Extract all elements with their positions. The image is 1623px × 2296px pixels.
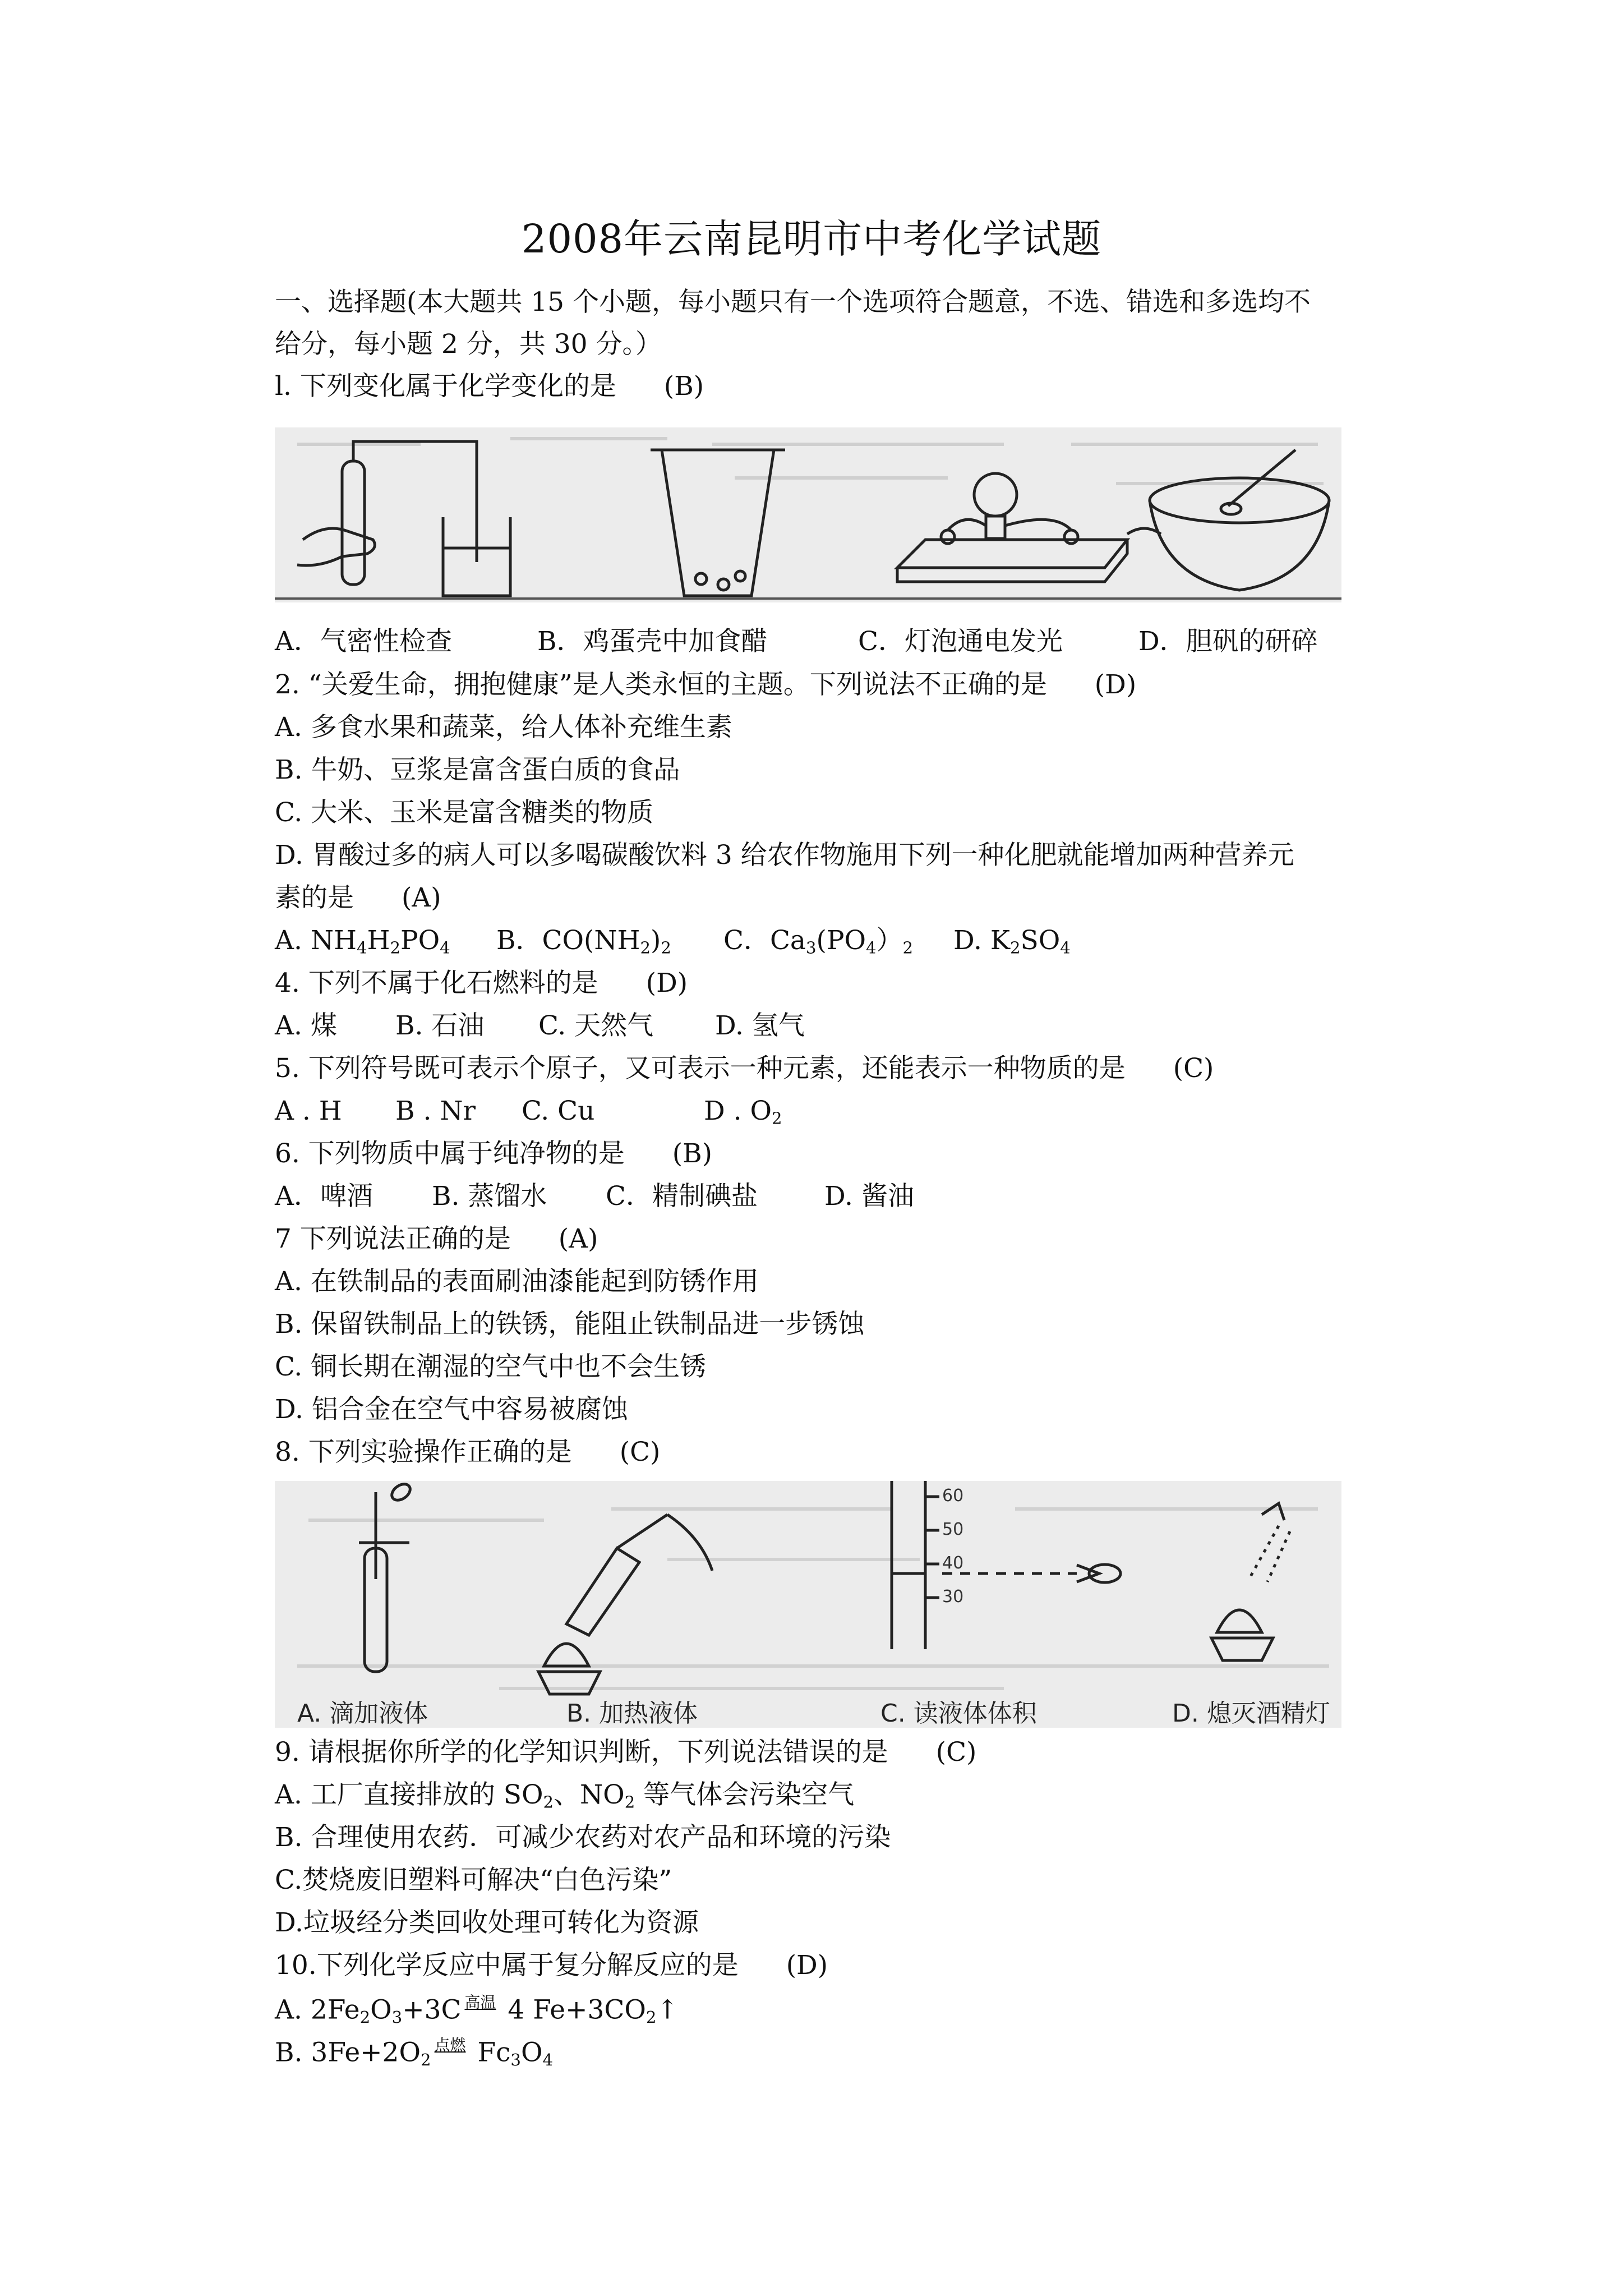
q3-stem: [275, 882, 441, 913]
q2-option-d: D. 胃酸过多的病人可以多喝碳酸饮料 3 给农作物施用下列一种化肥就能增加两种营养元: [275, 840, 1294, 871]
q8-figure-drawing: [275, 1481, 1341, 1728]
q7-option-c: C. 铜长期在潮湿的空气中也不会生锈: [275, 1351, 707, 1382]
q10-option-a: A. $2Fe_2O_3+3C$ 高温 4 $Fe+3CO_2↑$: [275, 1993, 679, 2027]
q1-answer: (B): [663, 371, 704, 402]
q6-option-d: D. 酱油: [824, 1181, 914, 1212]
q3-answer: (A): [401, 882, 441, 913]
q9-answer: (C): [935, 1737, 977, 1768]
q1-stem-text: l. 下列变化属于化学变化的是: [275, 371, 616, 402]
q5-option-b: B . Nr: [395, 1096, 476, 1126]
q4-option-d: D. 氢气: [715, 1010, 805, 1041]
q10-answer: (D): [786, 1950, 828, 1981]
q6-option-c: C．精制碘盐: [606, 1181, 758, 1212]
page-title: 2008年云南昆明市中考化学试题: [521, 216, 1102, 262]
q8-stem: [275, 1439, 660, 1465]
q8-caption-c: C. 读液体体积: [880, 1699, 1037, 1728]
q9-option-b: B. 合理使用农药．可减少农药对农产品和环境的污染: [275, 1822, 891, 1853]
q5-answer: (C): [1173, 1053, 1214, 1084]
section-instructions-line2: 给分，每小题 2 分，共 30 分。）: [275, 329, 662, 360]
q3-stem-text: 素的是: [275, 882, 354, 913]
q7-stem: [275, 1223, 598, 1254]
q2-answer: (D): [1094, 669, 1137, 700]
q5-option-d: D . $O_2$: [704, 1096, 782, 1128]
q3-option-c: C．$Ca_3(PO_4)_2$: [723, 925, 914, 958]
q7-option-b: B. 保留铁制品上的铁锈，能阻止铁制品进一步锈蚀: [275, 1309, 865, 1340]
q2-option-a: A. 多食水果和蔬菜，给人体补充维生素: [275, 712, 732, 743]
q9-option-d: D.垃圾经分类回收处理可转化为资源: [275, 1907, 699, 1938]
q8-stem-text: 8. 下列实验操作正确的是: [275, 1437, 572, 1467]
q8-scale-40: 40: [942, 1553, 964, 1573]
q2-option-b: B. 牛奶、豆浆是富含蛋白质的食品: [275, 754, 680, 785]
q6-stem: [275, 1140, 712, 1167]
q7-option-a: A. 在铁制品的表面刷油漆能起到防锈作用: [275, 1266, 759, 1297]
q10-b-condition: 点燃: [434, 2036, 466, 2054]
q8-caption-b: B. 加热液体: [566, 1699, 698, 1728]
q2-stem: [275, 671, 1136, 698]
q9-option-a: A. 工厂直接排放的 $SO_2$、$NO_2$ 等气体会污染空气: [275, 1779, 855, 1812]
q1-option-a: A．气密性检查: [275, 626, 452, 657]
q5-stem: [275, 1055, 1214, 1082]
q10-stem-text: 10.下列化学反应中属于复分解反应的是: [275, 1950, 739, 1981]
q8-figure: [275, 1481, 1341, 1728]
q4-option-c: C. 天然气: [538, 1010, 654, 1041]
q9-stem-text: 9. 请根据你所学的化学知识判断，下列说法错误的是: [275, 1737, 888, 1768]
q8-scale-30: 30: [942, 1587, 964, 1607]
q7-stem-text: 7 下列说法正确的是: [275, 1223, 511, 1254]
q4-option-b: B. 石油: [395, 1010, 485, 1041]
q6-option-a: A．啤酒: [275, 1181, 373, 1212]
q9-option-c: C.焚烧废旧塑料可解决“白色污染”: [275, 1865, 672, 1895]
q1-stem: [275, 371, 704, 402]
q10-stem: [275, 1950, 828, 1981]
q5-option-a: A . H: [275, 1096, 342, 1126]
q8-scale-50: 50: [942, 1520, 964, 1539]
q8-caption-a: A. 滴加液体: [297, 1699, 428, 1728]
q6-stem-text: 6. 下列物质中属于纯净物的是: [275, 1138, 625, 1169]
q8-caption-d: D. 熄灭酒精灯: [1172, 1699, 1330, 1728]
q4-option-a: A. 煤: [275, 1010, 337, 1041]
q1-figure-drawing: [275, 427, 1341, 602]
q1-figure: [275, 427, 1341, 602]
q5-stem-text: 5. 下列符号既可表示个原子，又可表示一种元素，还能表示一种物质的是: [275, 1053, 1126, 1084]
q10-option-b: B. $3Fe+2O_2$点燃 $Fc_3O_4$: [275, 2036, 554, 2069]
q8-answer: (C): [619, 1437, 661, 1467]
q3-option-a: A. $NH_4H_2PO_4$: [275, 925, 450, 958]
q5-option-c: C. Cu: [522, 1096, 595, 1126]
section-instructions-line1: 一、选择题(本大题共 15 个小题，每小题只有一个选项符合题意，不选、错选和多选均不: [275, 287, 1311, 318]
q2-stem-text: 2. “关爱生命，拥抱健康”是人类永恒的主题。下列说法不正确的是: [275, 669, 1047, 700]
q3-option-d: D. $K_2SO_4$: [953, 925, 1071, 958]
q8-scale-60: 60: [942, 1486, 964, 1506]
q6-answer: (B): [672, 1138, 712, 1169]
q7-option-d: D. 铝合金在空气中容易被腐蚀: [275, 1394, 628, 1425]
q9-stem: [275, 1737, 977, 1768]
q1-option-b: B．鸡蛋壳中加食醋: [537, 626, 768, 657]
q3-option-b: B．$CO(NH_2)_2$: [496, 925, 671, 958]
q4-stem-text: 4. 下列不属于化石燃料的是: [275, 968, 598, 999]
q1-option-c: C．灯泡通电发光: [858, 626, 1063, 657]
q6-option-b: B. 蒸馏水: [432, 1181, 547, 1212]
q10-a-condition: 高温: [464, 1993, 496, 2012]
q2-option-c: C. 大米、玉米是富含糖类的物质: [275, 797, 654, 828]
q4-answer: (D): [645, 968, 688, 999]
q8-cylinder: [892, 1481, 1121, 1649]
q4-stem: [275, 968, 688, 999]
q1-option-d: D．胆矾的研碎: [1138, 626, 1318, 657]
q7-answer: (A): [558, 1223, 598, 1254]
